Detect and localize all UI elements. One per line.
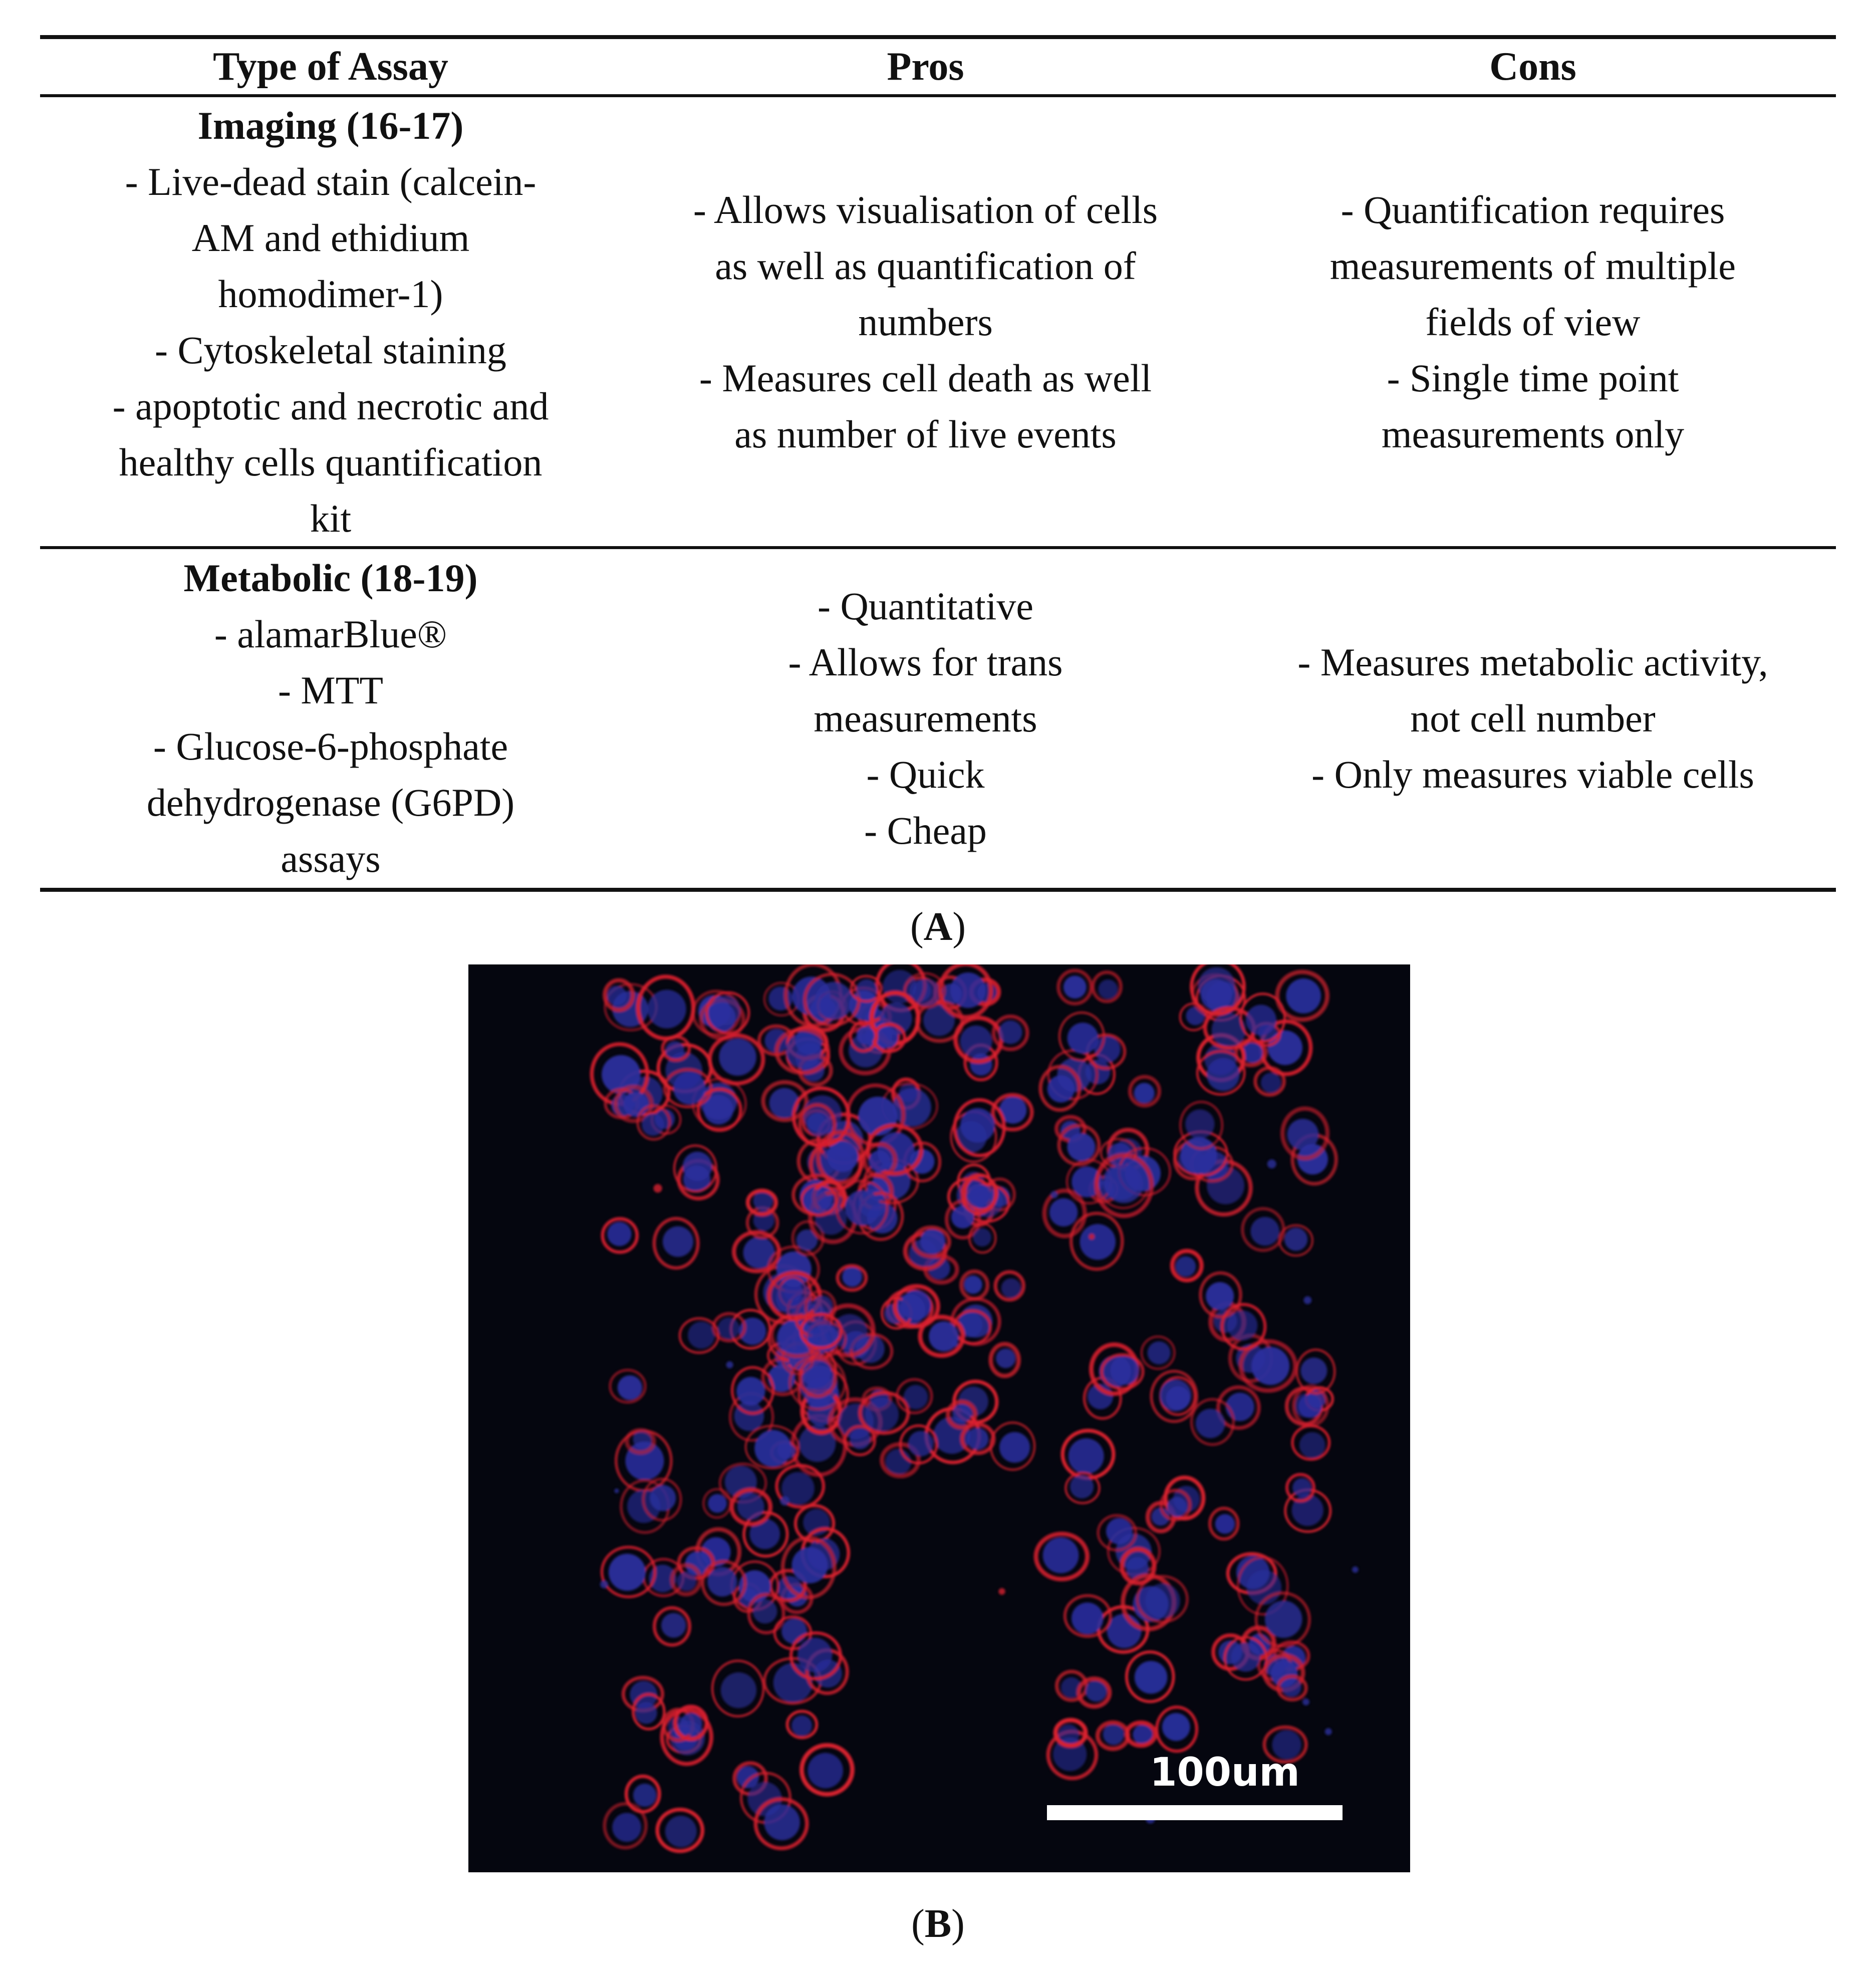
cell-nucleus: [791, 1715, 812, 1736]
cell-nucleus: [607, 985, 627, 1005]
cell-nucleus: [673, 1072, 706, 1105]
cell-nucleus: [960, 1108, 995, 1143]
cell-nucleus: [999, 1432, 1030, 1462]
cell-nucleus: [635, 1702, 657, 1723]
pros-line: as well as quantification of: [715, 243, 1136, 288]
cell-nucleus: [785, 1033, 822, 1069]
cell-nucleus: [850, 1428, 870, 1449]
cell-nucleus: [721, 1672, 756, 1708]
assay-line: - Cytoskeletal staining: [155, 328, 506, 372]
cell-nucleus: [1265, 1601, 1302, 1638]
row-imaging-cons: [1230, 100, 1836, 544]
micrograph-cells: [468, 964, 1410, 1872]
cell-nucleus: [1068, 1438, 1104, 1474]
row-metabolic-cons: [1230, 551, 1836, 886]
cell-nucleus: [1067, 1023, 1099, 1054]
fluorescent-speck: [1325, 1728, 1332, 1735]
cell-nucleus: [781, 1619, 807, 1644]
assay-line: - MTT: [278, 668, 384, 712]
cell-nucleus: [808, 1753, 843, 1789]
fluorescent-speck: [726, 1361, 733, 1368]
fluorescent-speck: [1267, 1159, 1276, 1168]
cell-nucleus: [808, 1365, 833, 1390]
fluorescent-speck: [1303, 1296, 1311, 1304]
pros-line: - Cheap: [864, 809, 987, 852]
cell-nucleus: [754, 1430, 791, 1467]
cell-nucleus: [1250, 1217, 1279, 1246]
cell-nucleus: [996, 1349, 1015, 1368]
cell-nucleus: [1207, 1058, 1240, 1091]
cell-nucleus: [736, 1377, 765, 1405]
cell-nucleus: [815, 982, 853, 1020]
cell-nucleus: [1282, 1677, 1301, 1697]
cell-nucleus: [1098, 979, 1118, 999]
assay-line: - alamarBlue®: [214, 612, 447, 656]
caption-b: (B): [911, 1902, 965, 1946]
fluorescent-speck: [600, 1580, 608, 1588]
cell-nucleus: [1067, 1133, 1095, 1161]
cell-nucleus: [1227, 1311, 1257, 1341]
cell-nucleus: [1298, 1394, 1322, 1418]
cell-nucleus: [1106, 1518, 1133, 1545]
row-imaging-assay: [40, 100, 621, 544]
cell-nucleus: [877, 1027, 898, 1048]
cell-nucleus: [665, 1816, 697, 1847]
fluorescent-speck: [780, 1496, 789, 1506]
cell-nucleus: [1215, 1514, 1235, 1534]
cell-nucleus: [807, 1112, 831, 1136]
cell-nucleus: [1049, 1198, 1078, 1226]
cell-nucleus: [753, 1599, 777, 1623]
cell-nucleus: [1175, 1256, 1196, 1277]
cell-nucleus: [1135, 1661, 1168, 1694]
cell-nucleus: [1070, 1475, 1094, 1499]
scale-bar: [1047, 1805, 1343, 1820]
cell-nucleus: [1167, 1497, 1187, 1517]
pros-line: - Quick: [866, 753, 985, 796]
cell-nucleus: [737, 1493, 764, 1520]
cell-nucleus: [842, 1267, 862, 1287]
cell-nucleus: [1185, 1109, 1214, 1138]
cell-nucleus: [964, 1276, 982, 1294]
pros-line: - Allows for trans: [788, 640, 1063, 684]
cons-line: - Measures metabolic activity,: [1297, 640, 1768, 684]
cons-line: fields of view: [1425, 300, 1641, 344]
cell-nucleus: [1043, 1537, 1079, 1573]
cell-nucleus: [680, 1713, 702, 1735]
cell-nucleus: [663, 1226, 693, 1257]
fluorescent-speck: [1302, 1698, 1309, 1705]
cell-nucleus: [1107, 1614, 1142, 1648]
pros-line: - Allows visualisation of cells: [693, 187, 1158, 231]
assay-line: kit: [310, 496, 352, 540]
cell-nucleus: [688, 1322, 715, 1349]
cell-nucleus: [1231, 1642, 1260, 1671]
pros-line: - Quantitative: [817, 584, 1034, 628]
cell-nucleus: [707, 1567, 737, 1596]
cell-nucleus: [1292, 1478, 1311, 1497]
caption-b-letter: B: [924, 1902, 952, 1946]
cell-nucleus: [618, 1375, 642, 1400]
cons-line: measurements of multiple: [1329, 243, 1736, 288]
cell-nucleus: [792, 1547, 828, 1583]
cell-nucleus: [901, 1290, 931, 1320]
cell-nucleus: [1284, 1228, 1307, 1251]
cell-nucleus: [1299, 1432, 1325, 1458]
cell-nucleus: [633, 1784, 656, 1807]
assay-line: - Live-dead stain (calcein-: [125, 159, 537, 203]
cell-nucleus: [805, 1189, 829, 1213]
cell-nucleus: [1160, 1379, 1191, 1411]
cons-line: measurements only: [1381, 412, 1685, 456]
fluorescent-speck: [614, 1489, 619, 1493]
fluorescent-speck: [1050, 1191, 1058, 1198]
cell-nucleus: [1134, 1083, 1155, 1103]
cell-nucleus: [1246, 1005, 1276, 1035]
cell-nucleus: [607, 1222, 631, 1246]
cell-nucleus: [650, 1485, 676, 1511]
cell-nucleus: [1105, 1164, 1143, 1203]
cell-nucleus: [612, 1813, 641, 1842]
cell-nucleus: [952, 1404, 971, 1423]
cell-nucleus: [1071, 1602, 1104, 1634]
cons-line: - Single time point: [1387, 356, 1679, 400]
cell-nucleus: [1300, 1358, 1327, 1384]
cell-nucleus: [960, 1026, 992, 1058]
cell-nucleus: [1080, 1224, 1116, 1260]
fluorescent-speck: [816, 1539, 820, 1543]
cell-nucleus: [1251, 1347, 1289, 1385]
pros-line: - Measures cell death as well: [699, 356, 1152, 400]
cell-nucleus: [1110, 1356, 1139, 1385]
pros-line: as number of live events: [734, 412, 1117, 456]
assay-title: Metabolic (18-19): [183, 556, 478, 600]
cell-nucleus: [677, 1571, 696, 1591]
pros-line: measurements: [814, 696, 1037, 740]
cell-nucleus: [966, 1428, 988, 1450]
assay-line: - apoptotic and necrotic and: [112, 384, 549, 428]
cell-nucleus: [950, 972, 986, 1008]
cell-nucleus: [623, 1092, 648, 1117]
cell-nucleus: [1063, 975, 1087, 999]
fluorescent-speck: [1089, 1234, 1095, 1240]
assay-title: Imaging (16-17): [197, 103, 464, 147]
cell-nucleus: [708, 1494, 726, 1513]
cell-nucleus: [797, 1638, 832, 1672]
cons-line: not cell number: [1410, 696, 1656, 740]
cell-nucleus: [1196, 1409, 1225, 1438]
fluorescent-speck: [998, 1588, 1005, 1595]
cell-nucleus: [711, 996, 741, 1025]
cons-line: - Quantification requires: [1341, 187, 1725, 231]
cell-nucleus: [1206, 1282, 1234, 1310]
cell-nucleus: [1198, 967, 1235, 1004]
cell-nucleus: [1286, 978, 1321, 1014]
cell-nucleus: [999, 1021, 1022, 1044]
header-cons: Cons: [1489, 45, 1576, 89]
cell-nucleus: [648, 990, 686, 1029]
caption-a: (A): [910, 905, 966, 949]
cell-nucleus: [869, 1150, 890, 1172]
cell-nucleus: [764, 1804, 800, 1840]
cons-line: - Only measures viable cells: [1311, 753, 1754, 796]
fluorescent-speck: [951, 1340, 958, 1347]
header-type-of-assay: Type of Assay: [213, 45, 448, 89]
cell-nucleus: [893, 1088, 931, 1127]
fluorescence-micrograph: [468, 964, 1410, 1872]
row-metabolic-assay: [40, 551, 621, 886]
cell-nucleus: [1148, 1341, 1171, 1364]
fluorescent-speck: [653, 1184, 662, 1192]
fluorescent-speck: [1352, 1567, 1359, 1573]
cell-nucleus: [966, 1184, 989, 1208]
assay-line: homodimer-1): [218, 272, 443, 316]
assay-line: - Glucose-6-phosphate: [153, 724, 508, 768]
cell-nucleus: [920, 1228, 945, 1254]
cell-nucleus: [908, 1431, 934, 1456]
cell-nucleus: [719, 1039, 756, 1076]
header-pros: Pros: [887, 45, 964, 89]
cell-nucleus: [1287, 1119, 1319, 1150]
cell-nucleus: [661, 1613, 686, 1638]
cell-nucleus: [865, 1398, 899, 1431]
assay-line: dehydrogenase (G6PD): [146, 781, 515, 824]
scale-bar-label: 100um: [1150, 1750, 1300, 1795]
cell-nucleus: [1261, 1073, 1281, 1093]
row-metabolic-pros: [621, 551, 1230, 886]
cell-nucleus: [913, 979, 941, 1007]
cell-nucleus: [1145, 1583, 1180, 1618]
cell-nucleus: [1226, 1393, 1254, 1421]
cell-nucleus: [609, 1554, 646, 1591]
row-imaging-pros: [621, 100, 1230, 544]
cell-nucleus: [857, 1027, 875, 1045]
cell-nucleus: [807, 1319, 835, 1347]
cell-nucleus: [642, 1113, 664, 1136]
cell-nucleus: [683, 1152, 712, 1181]
table-bottom-rule: [40, 888, 1836, 892]
cell-nucleus: [1162, 1713, 1190, 1741]
pros-line: numbers: [858, 300, 993, 344]
caption-a-letter: A: [923, 905, 953, 949]
table-row-divider: [40, 546, 1836, 549]
cell-nucleus: [1047, 1075, 1075, 1102]
assay-line: assays: [281, 837, 381, 880]
assay-line: AM and ethidium: [191, 215, 470, 260]
cell-nucleus: [973, 1228, 991, 1247]
cell-nucleus: [718, 1318, 739, 1339]
cell-nucleus: [856, 979, 877, 1001]
cell-cluster: [592, 964, 1358, 1851]
assay-line: healthy cells quantification: [119, 440, 543, 484]
cell-nucleus: [845, 1190, 881, 1225]
